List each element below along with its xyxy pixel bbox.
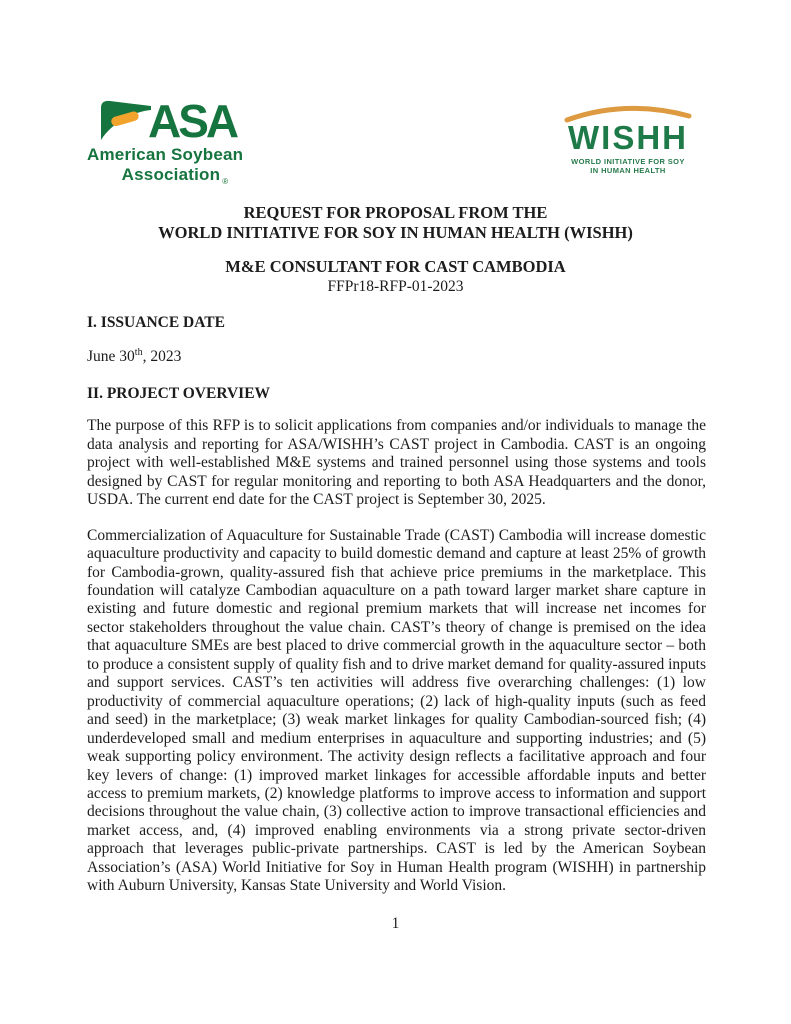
document-title-line2: WORLD INITIATIVE FOR SOY IN HUMAN HEALTH (WISHH) [158,222,633,242]
section-heading-project-overview: II. PROJECT OVERVIEW [87,384,271,402]
asa-association-text: Association [121,165,221,184]
title-block [0,203,791,296]
reference-number: FFPr18-RFP-01-2023 [327,277,464,295]
wishh-logo [561,97,695,176]
issuance-date [87,348,706,367]
asa-wordmark: ASA [148,95,237,148]
wishh-tagline-line2: IN HUMAN HEALTH [590,166,666,176]
asa-logo [87,95,251,187]
document-subtitle: M&E CONSULTANT FOR CAST CAMBODIA [225,257,566,277]
document-title-line1: REQUEST FOR PROPOSAL FROM THE [243,203,548,223]
issuance-date-ordinal: th [134,347,143,359]
registered-trademark-icon: ® [222,177,229,187]
page-number: 1 [391,915,400,932]
asa-name-line2 [99,165,251,186]
asa-name-line1: American Soybean [87,145,244,164]
issuance-date-suffix: , 2023 [142,348,182,366]
asa-logo-top [99,95,251,148]
overview-paragraph-2: Commercialization of Aquaculture for Sustainable Trade (CAST) Cambodia will increase domestic aquaculture productivity and capacity to build domestic demand and capture at least 25% of growth for Cambodia-grown, quality-assured fish that achieve price premiums in the marketplace. This foundation will catalyze Cambodian aquaculture on a path toward larger market share capture in existing and future domestic and regional premium markets that will increase net incomes for sector stakeholders throughout the value chain. CAST’s theory of change is premised on the idea that aquaculture SMEs are best placed to drive commercial growth in the aquaculture sector – both to produce a consistent supply of quality fish and to drive market demand for quality-assured inputs and support services. CAST’s ten activities will address five overarching challenges: (1) low productivity of commercial aquaculture operations; (2) lack of high-quality inputs (such as feed and seed) in the marketplace; (3) weak market linkages for quality Cambodian-sourced fish; (4) underdeveloped small and medium enterprises in aquaculture and supporting industries; and (5) weak supporting policy environment. The activity design reflects a facilitative approach and four key levers of change: (1) improved market linkages for accessible affordable inputs and better access to premium markets, (2) knowledge platforms to improve access to information and support decisions throughout the value chain, (3) collective action to improve transactional efficiencies and market access, and, (4) improved enabling environments via a strong private sector-driven approach that leverages public-private partnerships. CAST is led by the American Soybean Association’s (ASA) World Initiative for Soy in Human Health program (WISHH) in partnership with Auburn University, Kansas State University and World Vision. [87,526,706,895]
overview-paragraph-1: The purpose of this RFP is to solicit applications from companies and/or individuals to manage the data analysis and reporting for ASA/WISHH’s CAST project in Cambodia. CAST is an ongoing project with well-established M&E systems and trained personnel using those systems and tools designed by CAST for regular monitoring and reporting to both ASA Headquarters and the donor, USDA. The current end date for the CAST project is September 30, 2025. [87,417,706,509]
issuance-date-prefix: June 30 [87,348,135,366]
wishh-tagline-line1: WORLD INITIATIVE FOR SOY [571,157,685,166]
document-header [0,0,791,186]
asa-swoosh-icon [99,97,151,141]
wishh-wordmark: WISHH [568,119,688,156]
section-heading-issuance-date: I. ISSUANCE DATE [87,313,225,331]
document-body [0,314,791,896]
